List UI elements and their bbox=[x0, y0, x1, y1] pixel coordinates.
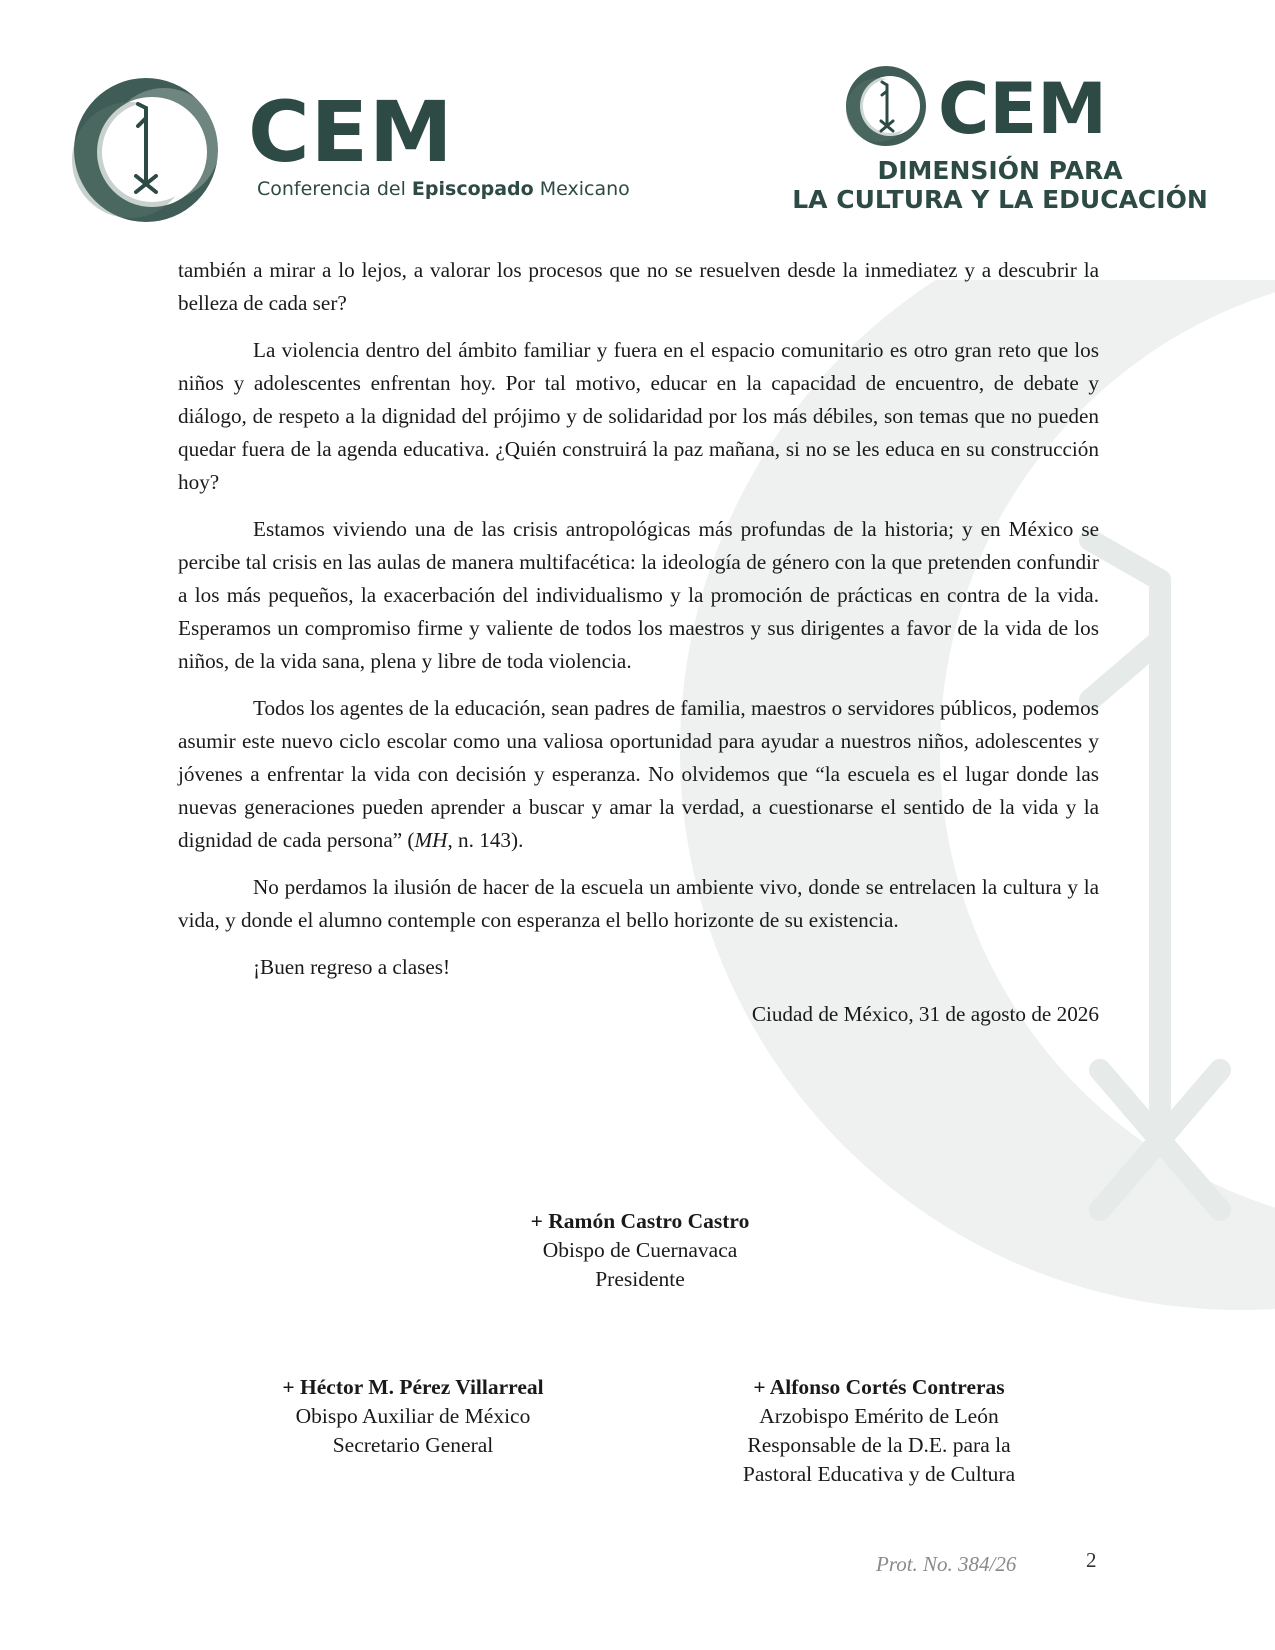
page-number: 2 bbox=[1086, 1548, 1097, 1572]
left-logo-brand: CEM bbox=[248, 83, 454, 181]
paragraph-2: La violencia dentro del ámbito familiar y fuera en el espacio comunitario es otro gran reto que los niños y adolescentes enfrentan hoy. Por tal motivo, educar en la capacidad de encuentro, de debate y diálogo, de respeto a la dignidad del prójimo y de solidaridad por los más débiles, son temas que no pueden quedar fuera de la agenda educativa. ¿Quién construirá la paz mañana, si no se les educa en su construcción hoy? bbox=[178, 338, 1099, 494]
paragraph-3: Estamos viviendo una de las crisis antropológicas más profundas de la historia; y en México se percibe tal crisis en las aulas de manera multifacética: la ideología de género con la que pretenden confundir a los más pequeños, la exacerbación del individualismo y la promoción de prácticas en contra de la vida. Esperamos un compromiso firme y valiente de todos los maestros y sus dirigentes a favor de la vida de los niños, de la vida sana, plena y libre de toda violencia. bbox=[178, 517, 1099, 673]
signature-name: + Héctor M. Pérez Villarreal bbox=[282, 1375, 544, 1399]
signature-name: + Alfonso Cortés Contreras bbox=[753, 1375, 1005, 1399]
paragraph-4: Todos los agentes de la educación, sean padres de familia, maestros o servidores públicos, podemos asumir este nuevo ciclo escolar como una valiosa oportunidad para ayudar a nuestros niños, adolescentes y jóvenes a enfrentar la vida con decisión y esperanza. No olvidemos que “la escuela es el lugar donde las nuevas generaciones pueden aprender a buscar y amar la verdad, a cuestionarse el sentido de la vida y la dignidad de cada persona” (MH, n. 143). bbox=[178, 696, 1099, 852]
signature-responsible bbox=[679, 1373, 1079, 1489]
cem-logo-right bbox=[770, 64, 1230, 224]
paragraph-5: No perdamos la ilusión de hacer de la escuela un ambiente vivo, donde se entrelacen la cultura y la vida, y donde el alumno contemple con esperanza el bello horizonte de su existencia. bbox=[178, 875, 1099, 932]
signature-title: Arzobispo Emérito de León bbox=[759, 1404, 999, 1428]
letter-body bbox=[178, 254, 1099, 1045]
protocol-number: Prot. No. 384/26 bbox=[876, 1552, 1017, 1576]
place-date: Ciudad de México, 31 de agosto de 2026 bbox=[751, 1002, 1099, 1026]
signature-role: Secretario General bbox=[332, 1433, 494, 1457]
paragraph-1: también a mirar a lo lejos, a valorar los procesos que no se resuelven desde la inmediatez y a descubrir la belleza de cada ser? bbox=[178, 258, 1099, 315]
right-logo-line1: DIMENSIÓN PARA bbox=[877, 156, 1123, 185]
signature-role-cont: Pastoral Educativa y de Cultura bbox=[742, 1462, 1016, 1486]
right-logo-line2: LA CULTURA Y LA EDUCACIÓN bbox=[792, 185, 1208, 214]
signature-president bbox=[440, 1207, 840, 1294]
signature-title: Obispo Auxiliar de México bbox=[295, 1404, 531, 1428]
cem-emblem-small-icon bbox=[842, 64, 932, 150]
right-logo-dimension bbox=[770, 156, 1230, 214]
signature-role: Presidente bbox=[595, 1267, 685, 1291]
signature-title: Obispo de Cuernavaca bbox=[542, 1238, 738, 1262]
signature-role: Responsable de la D.E. para la bbox=[747, 1433, 1011, 1457]
left-logo-subtitle: Conferencia del Episcopado Mexicano bbox=[257, 178, 630, 200]
cem-logo-left bbox=[72, 74, 652, 234]
closing-line: ¡Buen regreso a clases! bbox=[253, 955, 451, 979]
signature-name: + Ramón Castro Castro bbox=[530, 1209, 750, 1233]
signature-secretary bbox=[213, 1373, 613, 1460]
right-logo-brand: CEM bbox=[938, 68, 1107, 150]
cem-emblem-icon bbox=[72, 74, 232, 234]
